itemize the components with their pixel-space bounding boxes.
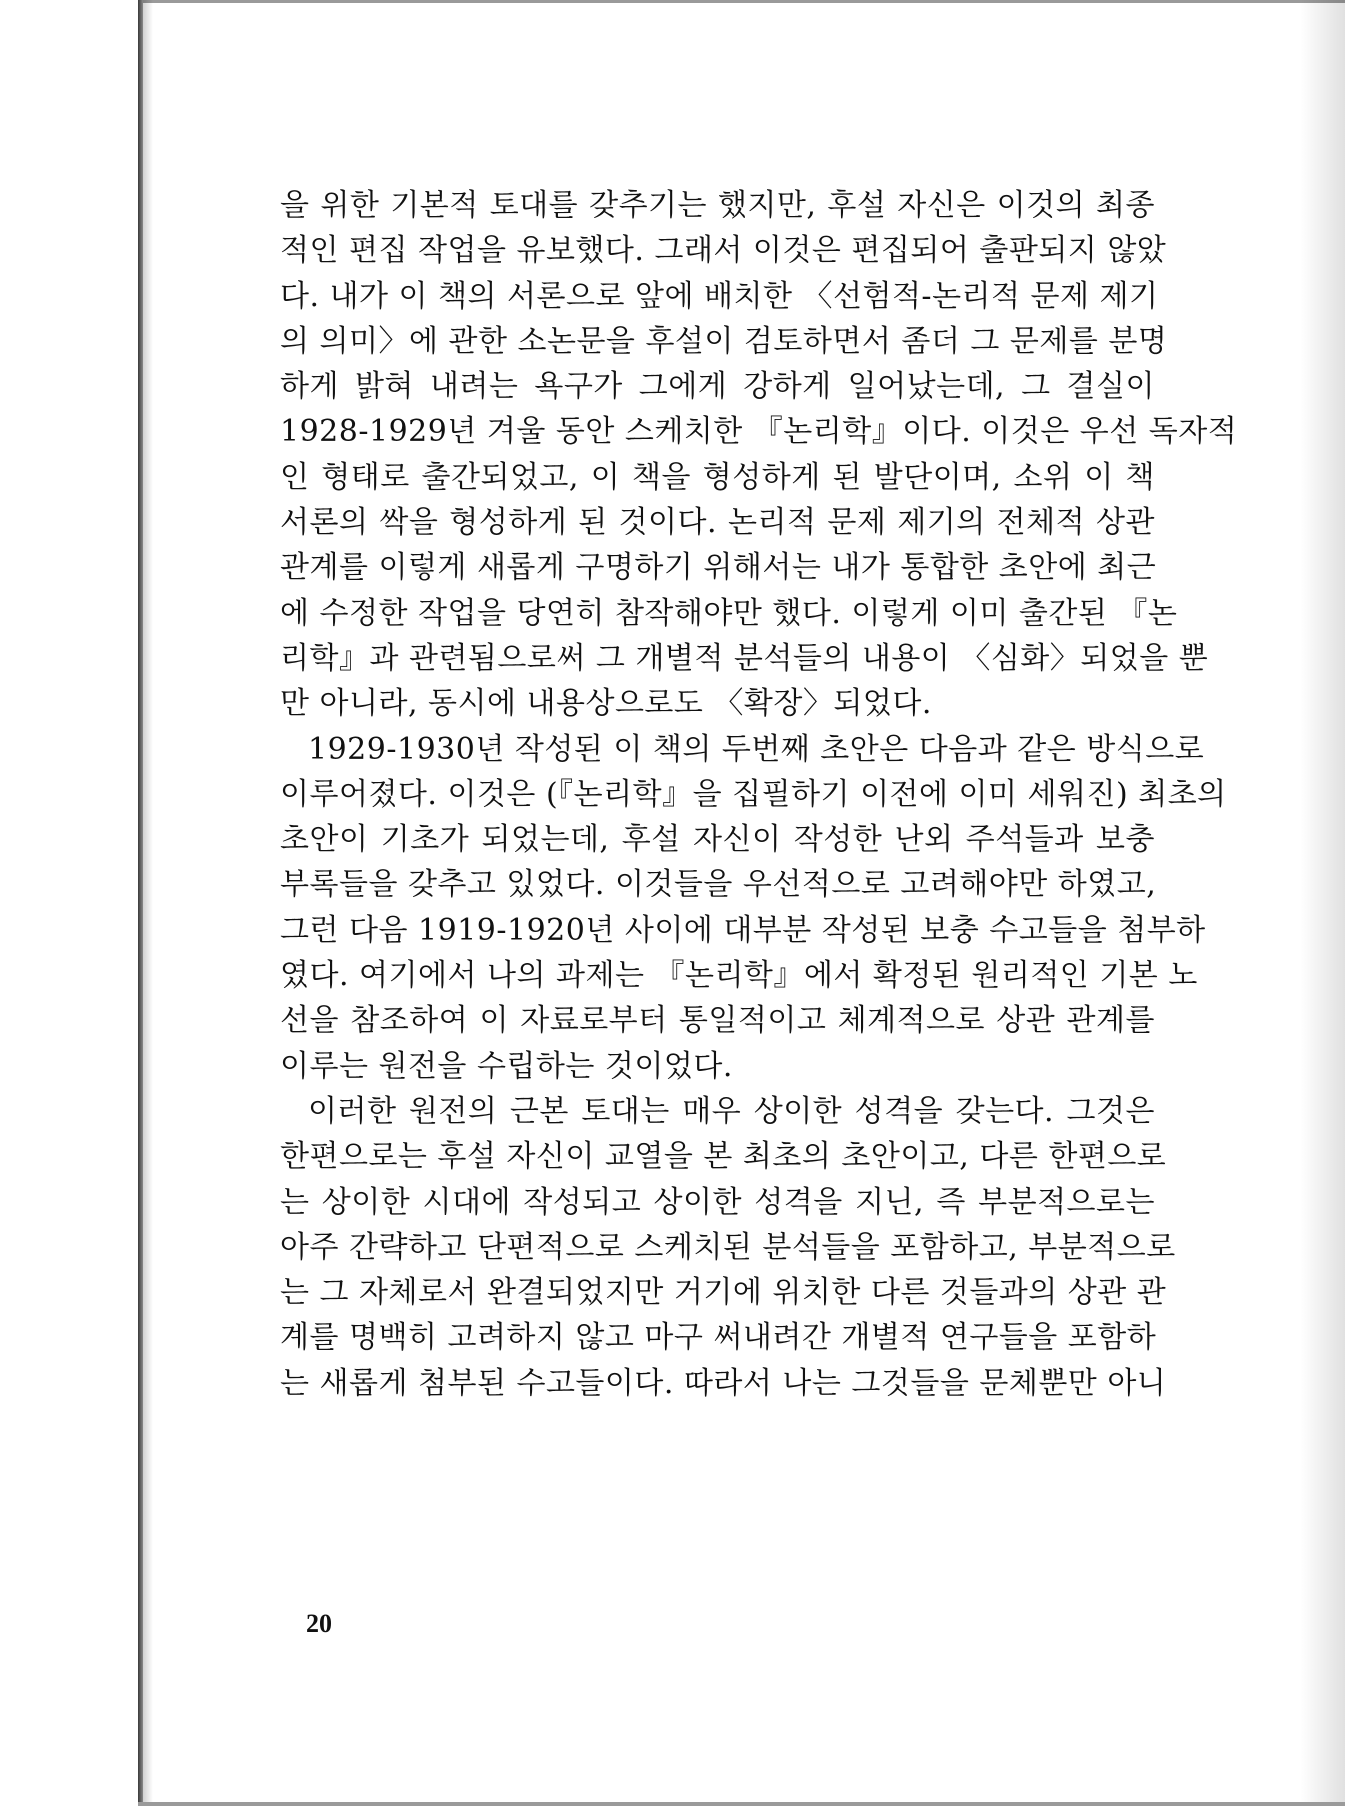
binding-shadow [143, 0, 153, 1806]
text-line: 다. 내가 이 책의 서론으로 앞에 배치한 〈선험적-논리적 문제 제기 [280, 278, 1159, 314]
text-line: 1928-1929년 겨울 동안 스케치한 『논리학』이다. 이것은 우선 독자적 [280, 414, 1238, 450]
text-line: 을 위한 기본적 토대를 갖추기는 했지만, 후설 자신은 이것의 최종 [280, 188, 1155, 223]
text-line: 하게 밝혀 내려는 욕구가 그에게 강하게 일어났는데, 그 결실이 [280, 369, 1155, 405]
text-line: 는 그 자체로서 완결되었지만 거기에 위치한 다른 것들과의 상관 관 [280, 1275, 1167, 1311]
text-line: 에 수정한 작업을 당연히 참작해야만 했다. 이렇게 이미 출간된 『논 [280, 595, 1178, 631]
text-line: 의 의미〉에 관한 소논문을 후설이 검토하면서 좀더 그 문제를 분명 [280, 323, 1168, 359]
text-line: 부록들을 갖추고 있었다. 이것들을 우선적으로 고려해야만 하였고, [280, 867, 1157, 903]
page-top-edge [138, 0, 1345, 3]
text-line: 초안이 기초가 되었는데, 후설 자신이 작성한 난외 주석들과 보충 [280, 822, 1155, 858]
page-bottom-edge [138, 1802, 1345, 1806]
text-line: 만 아니라, 동시에 내용상으로도 〈확장〉되었다. [280, 686, 932, 722]
body-text [280, 183, 1238, 1406]
text-line: 였다. 여기에서 나의 과제는 『논리학』에서 확정된 원리적인 기본 노 [280, 958, 1198, 994]
paragraph-start-line: 이러한 원전의 근본 토대는 매우 상이한 성격을 갖는다. 그것은 [308, 1093, 1155, 1129]
text-line: 아주 간략하고 단편적으로 스케치된 분석들을 포함하고, 부분적으로 [280, 1229, 1176, 1265]
text-line: 적인 편집 작업을 유보했다. 그래서 이것은 편집되어 출판되지 않았 [280, 233, 1167, 269]
text-line: 그런 다음 1919-1920년 사이에 대부분 작성된 보충 수고들을 첨부하 [280, 912, 1206, 948]
page-number: 20 [306, 1609, 332, 1638]
text-line: 는 상이한 시대에 작성되고 상이한 성격을 지닌, 즉 부분적으로는 [280, 1184, 1155, 1220]
text-line: 선을 참조하여 이 자료로부터 통일적이고 체계적으로 상관 관계를 [280, 1003, 1155, 1039]
text-line: 리학』과 관련됨으로써 그 개별적 분석들의 내용이 〈심화〉되었을 뿐 [280, 640, 1209, 676]
text-line: 이루는 원전을 수립하는 것이었다. [280, 1048, 733, 1084]
text-line: 서론의 싹을 형성하게 된 것이다. 논리적 문제 제기의 전체적 상관 [280, 505, 1155, 541]
paragraph-start-line: 1929-1930년 작성된 이 책의 두번째 초안은 다음과 같은 방식으로 [308, 731, 1205, 767]
text-line: 한편으로는 후설 자신이 교열을 본 최초의 초안이고, 다른 한편으로 [280, 1139, 1167, 1175]
page-right-shadow [1300, 0, 1345, 1806]
text-line: 인 형태로 출간되었고, 이 책을 형성하게 된 발단이며, 소위 이 책 [280, 459, 1155, 495]
text-line: 는 새롭게 첨부된 수고들이다. 따라서 나는 그것들을 문체뿐만 아니 [280, 1365, 1167, 1401]
text-line: 계를 명백히 고려하지 않고 마구 써내려간 개별적 연구들을 포함하 [280, 1320, 1157, 1356]
text-line: 관계를 이렇게 새롭게 구명하기 위해서는 내가 통합한 초안에 최근 [280, 550, 1157, 586]
text-line: 이루어졌다. 이것은 (『논리학』을 집필하기 이전에 이미 세워진) 최초의 [280, 776, 1227, 812]
